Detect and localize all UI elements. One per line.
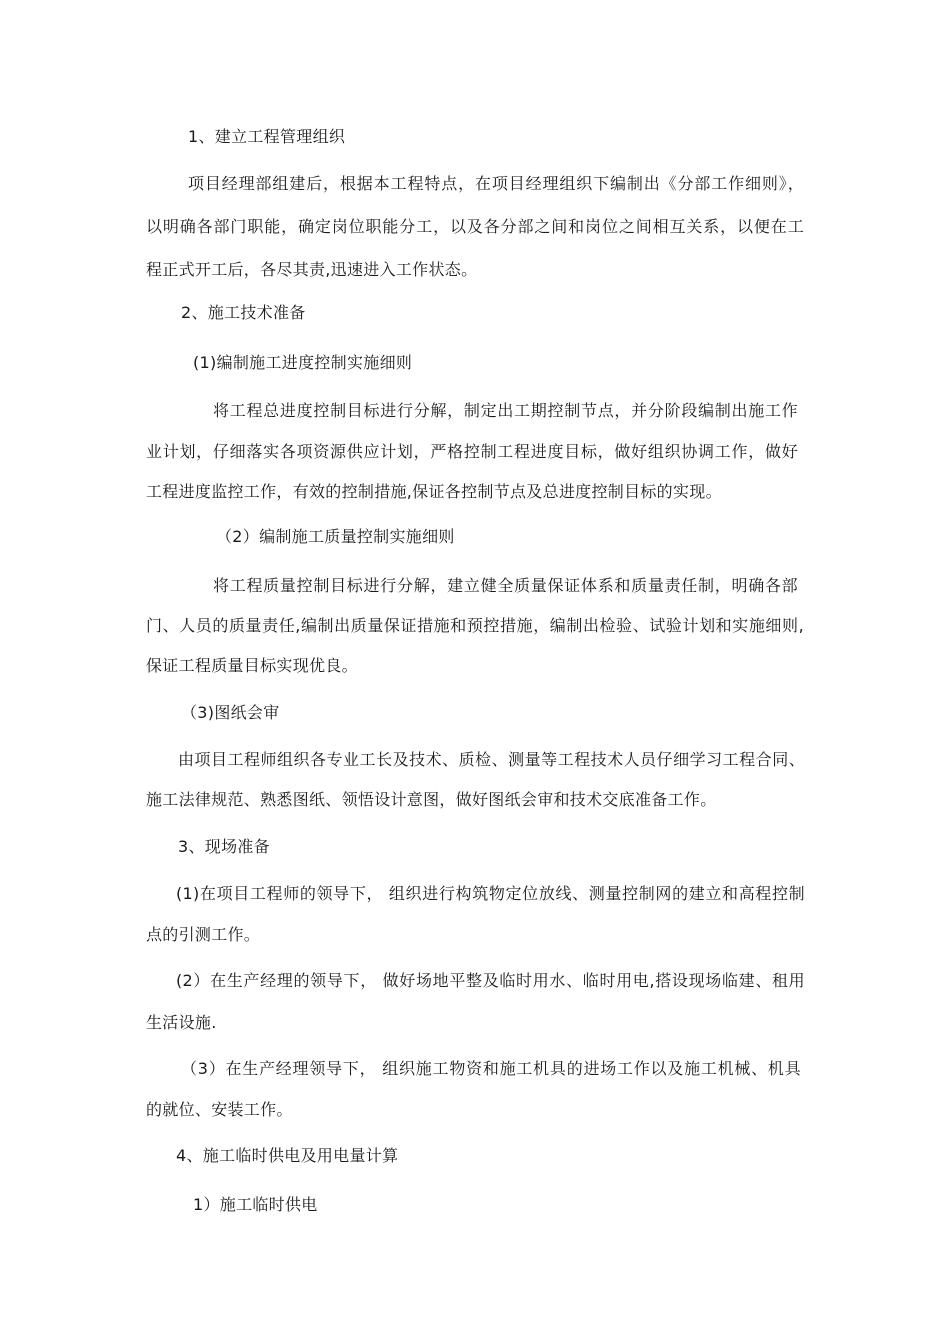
section-2-1-body-line-3: 工程进度监控工作，有效的控制措施,保证各控制节点及总进度控制目标的实现。 <box>146 482 722 501</box>
section-2-1-heading: (1)编制施工进度控制实施细则 <box>193 353 413 372</box>
section-3-item-3-line-2: 的就位、安装工作。 <box>146 1100 293 1119</box>
section-2-3-body-line-2: 施工法律规范、熟悉图纸、领悟设计意图，做好图纸会审和技术交底准备工作。 <box>146 790 717 809</box>
section-2-3-heading: （3)图纸会审 <box>181 703 280 722</box>
section-2-2-body-line-3: 保证工程质量目标实现优良。 <box>146 656 358 675</box>
section-2-3-body-line-1: 由项目工程师组织各专业工长及技术、质检、测量等工程技术人员仔细学习工程合同、 <box>178 750 805 769</box>
section-3-item-2-line-1: (2）在生产经理的领导下， 做好场地平整及临时用水、临时用电,搭设现场临建、租用 <box>176 971 805 990</box>
section-4-1-heading: 1）施工临时供电 <box>193 1195 318 1214</box>
section-1-body-line-1: 项目经理部组建后，根据本工程特点，在项目经理组织下编制出《分部工作细则》， <box>188 174 804 193</box>
section-2-2-body-line-1: 将工程质量控制目标进行分解，建立健全质量保证体系和质量责任制，明确各部 <box>213 576 798 595</box>
section-4-heading: 4、施工临时供电及用电量计算 <box>176 1146 399 1165</box>
section-3-item-2-line-2: 生活设施. <box>146 1013 217 1032</box>
section-3-heading: 3、现场准备 <box>178 837 270 856</box>
section-2-1-body-line-1: 将工程总进度控制目标进行分解，制定出工期控制节点，并分阶段编制出施工作 <box>213 401 798 420</box>
section-1-heading: 1、建立工程管理组织 <box>188 127 346 146</box>
section-2-2-body-line-2: 门、人员的质量责任,编制出质量保证措施和预控措施，编制出检验、试验计划和实施细则, <box>146 616 804 635</box>
section-2-1-body-line-2: 业计划，仔细落实各项资源供应计划，严格控制工程进度目标，做好组织协调工作，做好 <box>146 442 798 461</box>
section-3-item-3-line-1: （3）在生产经理领导下， 组织施工物资和施工机具的进场工作以及施工机械、机具 <box>181 1059 801 1078</box>
section-2-2-heading: （2）编制施工质量控制实施细则 <box>216 527 455 546</box>
section-1-body-line-2: 以明确各部门职能，确定岗位职能分工，以及各分部之间和岗位之间相互关系，以便在工 <box>146 217 804 236</box>
section-2-heading: 2、施工技术准备 <box>181 303 306 322</box>
section-3-item-1-line-1: (1)在项目工程师的领导下， 组织进行构筑物定位放线、测量控制网的建立和高程控制 <box>176 884 805 903</box>
section-1-body-line-3: 程正式开工后，各尽其责,迅速进入工作状态。 <box>146 260 478 279</box>
section-3-item-1-line-2: 点的引测工作。 <box>146 925 261 944</box>
